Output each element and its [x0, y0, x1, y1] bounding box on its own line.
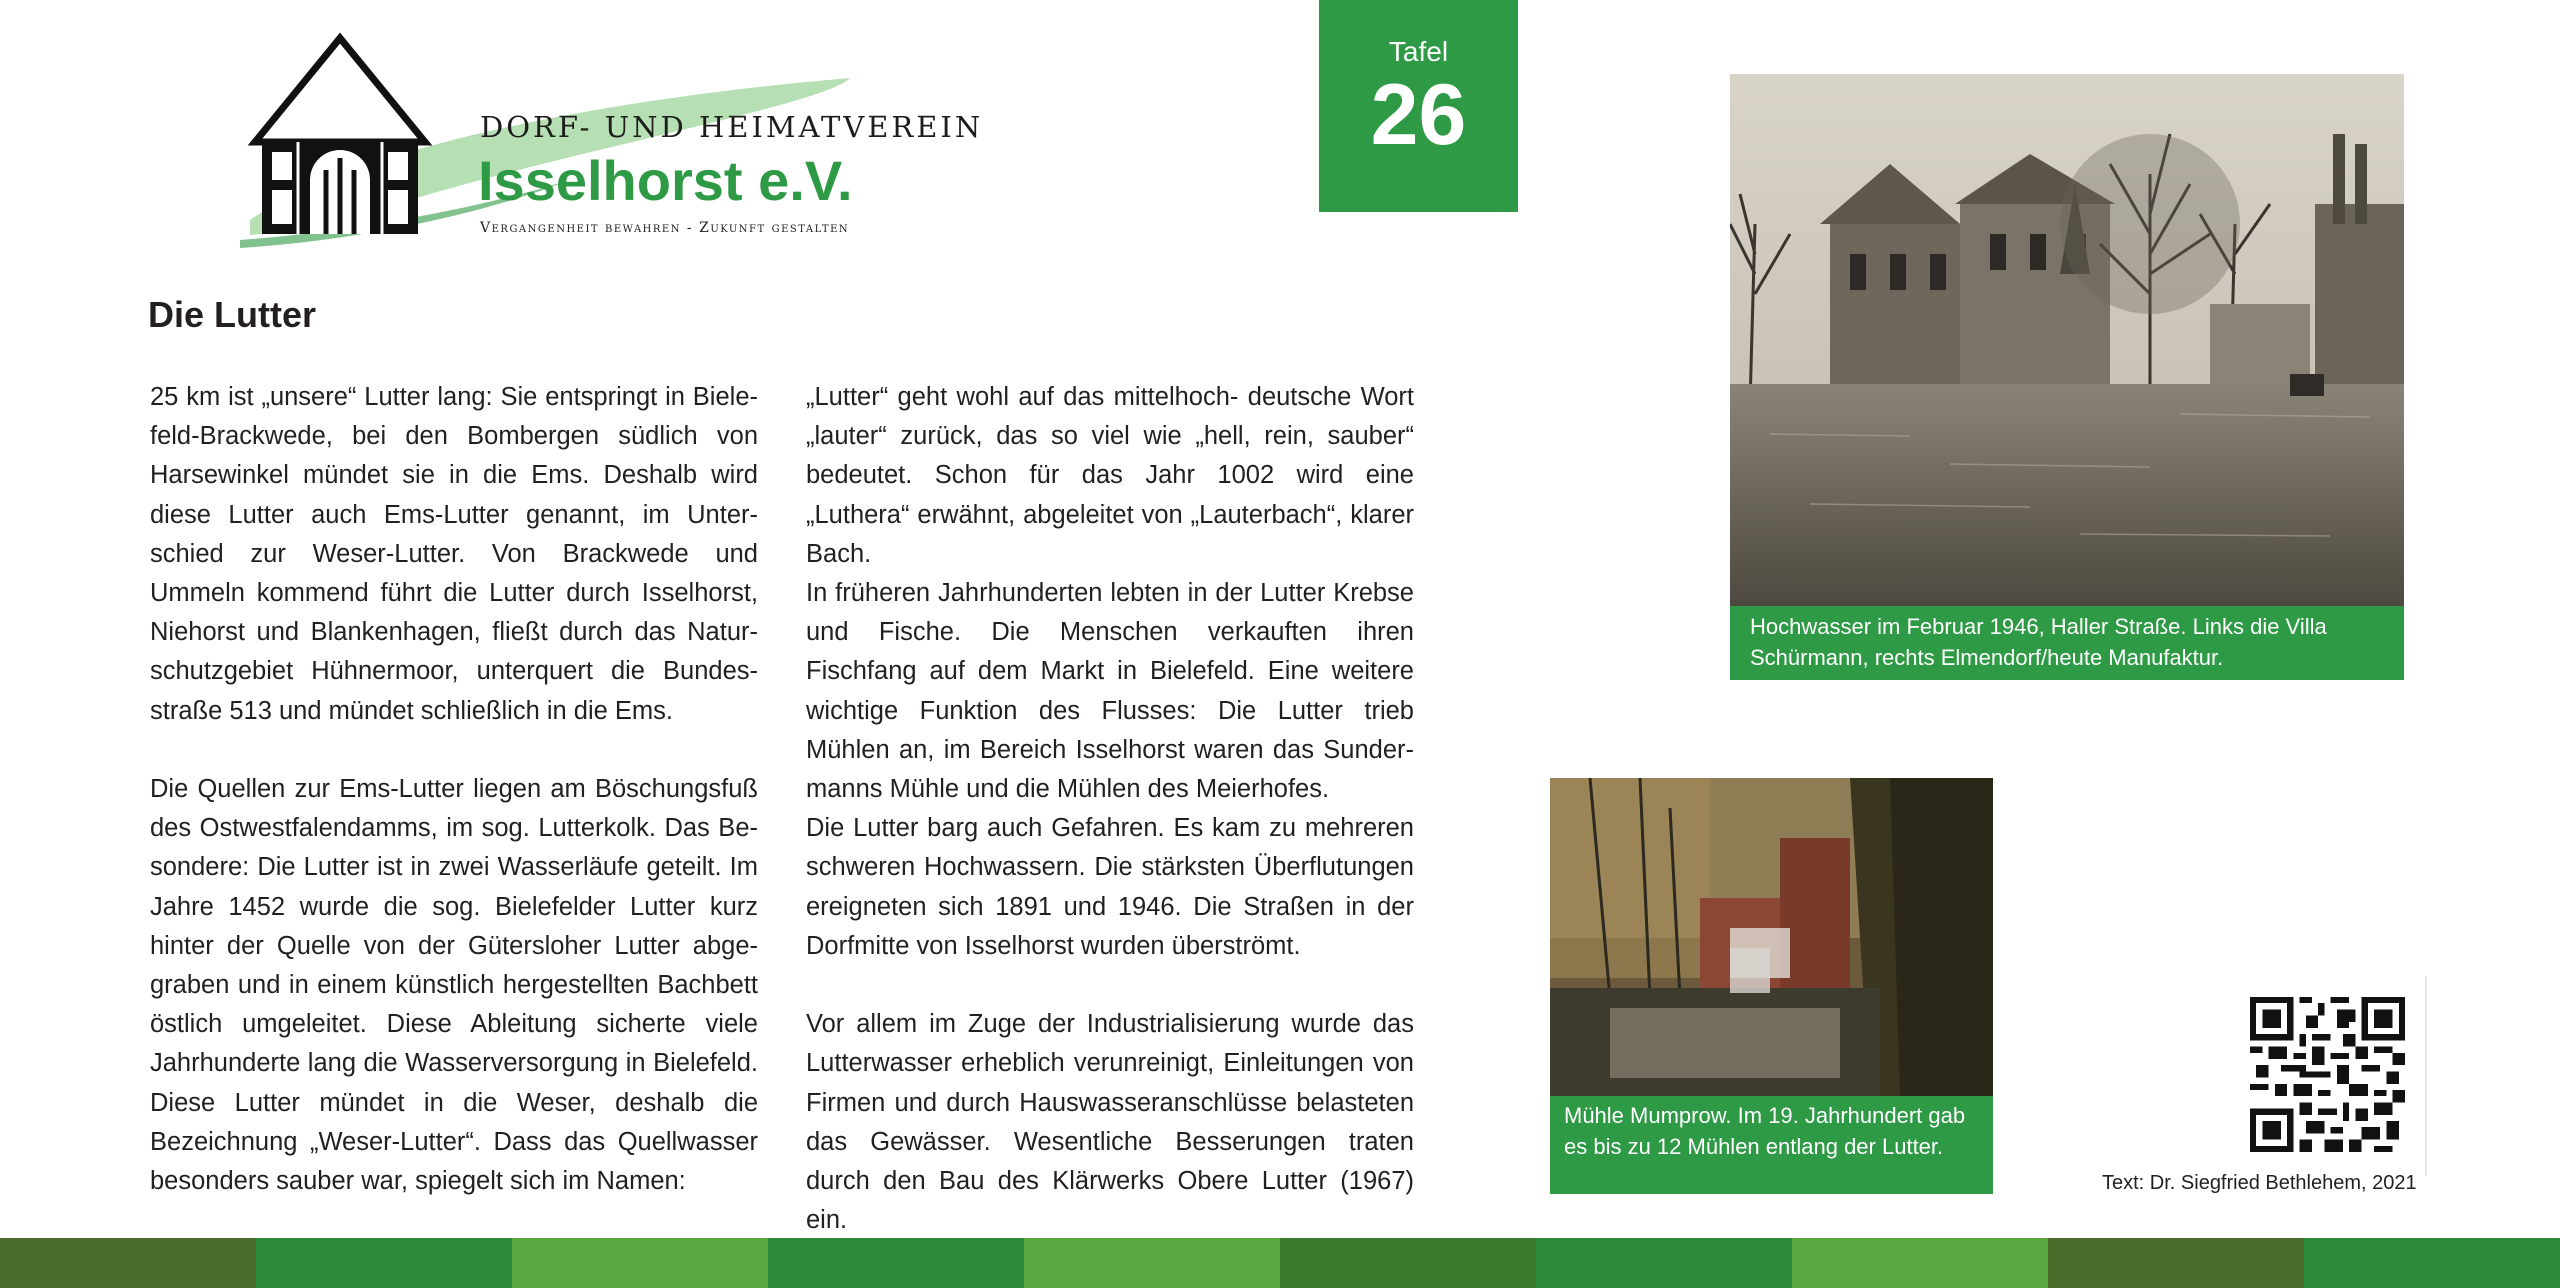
mill-photo	[1550, 778, 1993, 1096]
bottom-bar-segment	[2048, 1238, 2304, 1288]
author-credit: Text: Dr. Siegfried Bethlehem, 2021	[2102, 1172, 2417, 1194]
bottom-bar-segment	[1792, 1238, 2048, 1288]
bottom-bar-segment	[1536, 1238, 1792, 1288]
paragraph: „Lutter“ geht wohl auf das mittelhoch- deutsche Wort „lauter“ zurück, das so viel wie „hell, rein, sauber“ bedeutet. Schon für das Jahr 1002 wird eine „Luthera“ erwähnt, abgeleitet von „Lauterbach“, klarer Bach.	[806, 383, 1414, 568]
mill-photo-caption: Mühle Mumprow. Im 19. Jahrhundert gab es bis zu 12 Mühlen entlang der Lutter.	[1550, 1096, 1993, 1194]
paragraph: Vor allem im Zuge der Industrialisierung wurde das Lutterwasser erheblich verunreinigt, Einleitungen von Firmen und durch Hauswasseranschlüsse belasteten das Gewässer. Wesentliche Besserungen traten durch den Bau des Klärwerks Obere Lutter (1967) ein.	[806, 1010, 1414, 1235]
flood-photo	[1730, 74, 2404, 608]
tafel-label: Tafel	[1388, 36, 1449, 67]
logo	[230, 30, 984, 260]
bottom-bar-segment	[0, 1238, 256, 1288]
text-column-1	[150, 378, 758, 1201]
logo-line2: Isselhorst e.V.	[478, 149, 853, 212]
paragraph: 25 km ist „unsere“ Lutter lang: Sie entspringt in Bielefeld-Brackwede, bei den Bombergen südlich von Harsewinkel mündet sie in die Ems. Deshalb wird diese Lutter auch Ems-Lutter genannt, im Unterschied zur Weser-Lutter. Von Brackwede und Ummeln kommend führt die Lutter durch Isselhorst, Niehorst und Blankenhagen, fließt durch das Naturschutzgebiet Hühnermoor, unterquert die Bundesstraße 513 und mündet schließlich in die Ems.	[150, 383, 758, 725]
tafel-number: 26	[1370, 67, 1467, 163]
bottom-bar-segment	[2304, 1238, 2560, 1288]
logo-line3: Vergangenheit bewahren - Zukunft gestalten	[480, 220, 850, 236]
bottom-bar-segment	[1024, 1238, 1280, 1288]
bottom-bar-segment	[256, 1238, 512, 1288]
text-column-2	[806, 378, 1414, 1240]
paragraph: In früheren Jahrhunderten lebten in der Lutter Krebse und Fische. Die Menschen verkauften ihren Fischfang auf dem Markt in Bielefeld. Eine weitere wichtige Funktion des Flusses: Die Lutter trieb Mühlen an, im Bereich Isselhorst waren das Sundermanns Mühle und die Mühlen des Meierhofes.	[806, 579, 1414, 804]
bottom-bar-segment	[1280, 1238, 1536, 1288]
bottom-bar-segment	[512, 1238, 768, 1288]
divider	[2425, 976, 2427, 1176]
logo-line1: DORF- UND HEIMATVEREIN	[480, 110, 984, 144]
flood-photo-caption: Hochwasser im Februar 1946, Haller Straße. Links die Villa Schürmann, rechts Elmendorf/heute Manufaktur.	[1730, 606, 2404, 680]
bottom-bar-segment	[768, 1238, 1024, 1288]
paragraph: Die Lutter barg auch Gefahren. Es kam zu mehreren schweren Hochwassern. Die stärksten Überflutungen ereigneten sich 1891 und 1946. Die Straßen in der Dorfmitte von Isselhorst wurden überströmt.	[806, 814, 1414, 960]
qr-code-icon[interactable]	[2250, 996, 2405, 1153]
page-title: Die Lutter	[148, 294, 317, 335]
paragraph: Die Quellen zur Ems-Lutter liegen am Böschungsfuß des Ostwestfalendamms, im sog. Lutterkolk. Das Besondere: Die Lutter ist in zwei Wasserläufe geteilt. Im Jahre 1452 wurde die sog. Bielefelder Lutter kurz hinter der Quelle von der Gütersloher Lutter abgegraben und in einem künstlich hergestellten Bachbett östlich umgeleitet. Diese Ableitung sicherte viele Jahrhunderte lang die Wasserversorgung in Bielefeld. Diese Lutter mündet in die Weser, deshalb die Bezeichnung „Weser-Lutter“. Dass das Quellwasser besonders sauber war, spiegelt sich im Namen:	[150, 775, 758, 1196]
tafel-badge	[1319, 0, 1518, 212]
bottom-color-bar	[0, 1238, 2560, 1288]
